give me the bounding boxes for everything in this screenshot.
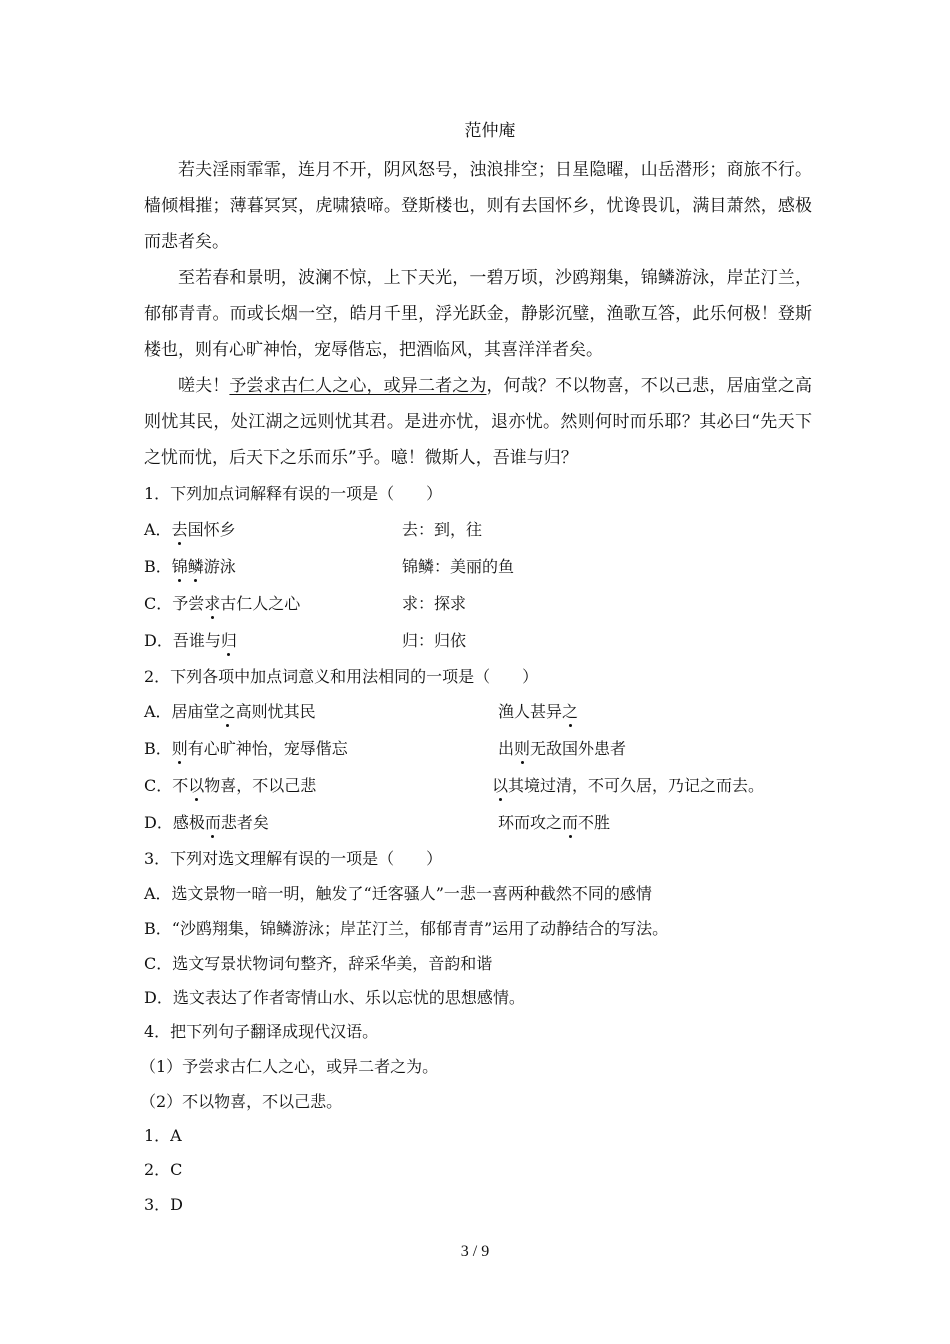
q2-stem: 2．下列各项中加点词意义和用法相同的一项是（ ）	[144, 667, 539, 686]
q2-b-compare-prefix: 出	[498, 739, 515, 758]
q1-stem: 1．下列加点词解释有误的一项是（ ）	[144, 484, 443, 503]
q1-c-gloss: 求：探求	[402, 594, 467, 613]
q2-b-dotted-word: 则	[171, 739, 188, 758]
q3-option-d: D．选文表达了作者寄情山水、乐以忘忧的思想感情。	[144, 988, 525, 1007]
q2-a-suffix: 高则忧其民	[235, 702, 316, 721]
q1-a-prefix: A．	[144, 520, 172, 539]
q2-a-compare-prefix: 渔人甚异	[498, 702, 563, 721]
q1-b-prefix: B．	[144, 557, 172, 576]
q1-option-b	[144, 555, 236, 579]
passage-paragraph-3	[144, 368, 812, 476]
page-number: 3 / 9	[460, 1243, 490, 1260]
q4-sentence-2: （2）不以物喜，不以己悲。	[140, 1092, 343, 1111]
q3-option-c: C．选文写景状物词句整齐，辞采华美，音韵和谐	[144, 954, 493, 973]
q1-option-c	[144, 592, 300, 616]
q1-c-suffix: 古仁人之心	[220, 594, 301, 613]
q1-d-dotted-word: 归	[220, 631, 237, 650]
q1-a-gloss: 去：到，往	[402, 520, 483, 539]
q2-d-compare-prefix: 环而攻之	[498, 813, 563, 832]
q1-a-suffix: 国怀乡	[187, 520, 236, 539]
q2-option-a	[144, 700, 316, 724]
q2-c-prefix: C．不	[144, 776, 189, 795]
q2-b-compare-dotted-word: 则	[514, 739, 531, 758]
q1-option-a	[144, 518, 236, 542]
q1-a-dotted-word: 去	[171, 520, 188, 539]
q2-b-compare-suffix: 无敌国外患者	[530, 739, 627, 758]
q2-option-b	[144, 737, 348, 761]
q1-b-suffix: 游泳	[203, 557, 236, 576]
q3-option-a: A．选文景物一暗一明，触发了“迁客骚人”一悲一喜两种截然不同的感情	[144, 884, 652, 903]
q2-b-prefix: B．	[144, 739, 172, 758]
q2-d-suffix: 悲者矣	[220, 813, 269, 832]
q3-stem: 3．下列对选文理解有误的一项是（ ）	[144, 849, 443, 868]
q1-d-prefix: D．吾谁与	[144, 631, 221, 650]
q1-b-dotted-word-1: 锦	[171, 557, 188, 576]
q2-a-dotted-word: 之	[219, 702, 236, 721]
q2-c-dotted-word: 以	[188, 776, 205, 795]
q2-d-compare-suffix: 不胜	[578, 813, 611, 832]
q2-c-compare-dotted-word: 以	[492, 776, 509, 795]
q3-option-b: B．“沙鸥翔集，锦鳞游泳；岸芷汀兰，郁郁青青”运用了动静结合的写法。	[144, 919, 669, 938]
q1-c-dotted-word: 求	[204, 594, 221, 613]
q2-option-d	[144, 811, 269, 835]
q2-a-compare-dotted-word: 之	[562, 702, 579, 721]
p3-start: 嗟夫！	[178, 376, 230, 396]
passage-paragraph-1: 若夫淫雨霏霏，连月不开，阴风怒号，浊浪排空；日星隐曜，山岳潜形；商旅不行。樯倾楫摧；薄暮冥冥，虎啸猿啼。登斯楼也，则有去国怀乡，忧谗畏讥，满目萧然，感极而悲者矣。	[144, 160, 812, 252]
p3-underlined-sentence: 予尝求古仁人之心，或异二者之为	[229, 376, 487, 396]
q1-b-gloss: 锦鳞：美丽的鱼	[402, 557, 515, 576]
q2-option-c	[144, 774, 316, 798]
q2-a-prefix: A．居庙堂	[144, 702, 220, 721]
q2-b-compare	[498, 737, 626, 761]
q4-stem: 4．把下列句子翻译成现代汉语。	[144, 1022, 379, 1041]
q1-d-gloss: 归：归依	[402, 631, 467, 650]
q1-c-prefix: C．予尝	[144, 594, 205, 613]
q2-c-suffix: 物喜，不以己悲	[204, 776, 317, 795]
q2-d-compare	[498, 811, 610, 835]
p3-rest: ，何哉？不以物喜，不以己悲，居庙堂之高则忧其民，处江湖之远则忧其君。是进亦忧，退亦忧。然则何时而乐耶？其必曰“先天下之忧而忧，后天下之乐而乐”乎。噫！微斯人，吾谁与归？	[144, 376, 813, 468]
q4-sentence-1: （1）予尝求古仁人之心，或异二者之为。	[140, 1057, 439, 1076]
passage-paragraph-2: 至若春和景明，波澜不惊，上下天光，一碧万顷，沙鸥翔集，锦鳞游泳，岸芷汀兰，郁郁青青。而或长烟一空，皓月千里，浮光跃金，静影沉璧，渔歌互答，此乐何极！登斯楼也，则有心旷神怡，宠辱偕忘，把酒临风，其喜洋洋者矣。	[144, 268, 812, 360]
answer-3: 3．D	[144, 1195, 184, 1214]
q2-d-dotted-word: 而	[204, 813, 221, 832]
q2-b-suffix: 有心旷神怡，宠辱偕忘	[187, 739, 348, 758]
q1-b-dotted-word-2: 鳞	[187, 557, 204, 576]
q2-c-compare	[492, 774, 764, 798]
answer-1: 1．A	[144, 1126, 182, 1145]
q2-c-compare-suffix: 其境过清，不可久居，乃记之而去。	[508, 776, 765, 795]
q2-d-compare-dotted-word: 而	[562, 813, 579, 832]
q2-a-compare	[498, 700, 578, 724]
q2-d-prefix: D．感极	[144, 813, 205, 832]
passage-title: 范仲庵	[464, 121, 516, 141]
q1-option-d	[144, 629, 237, 653]
answer-2: 2．C	[144, 1160, 183, 1179]
